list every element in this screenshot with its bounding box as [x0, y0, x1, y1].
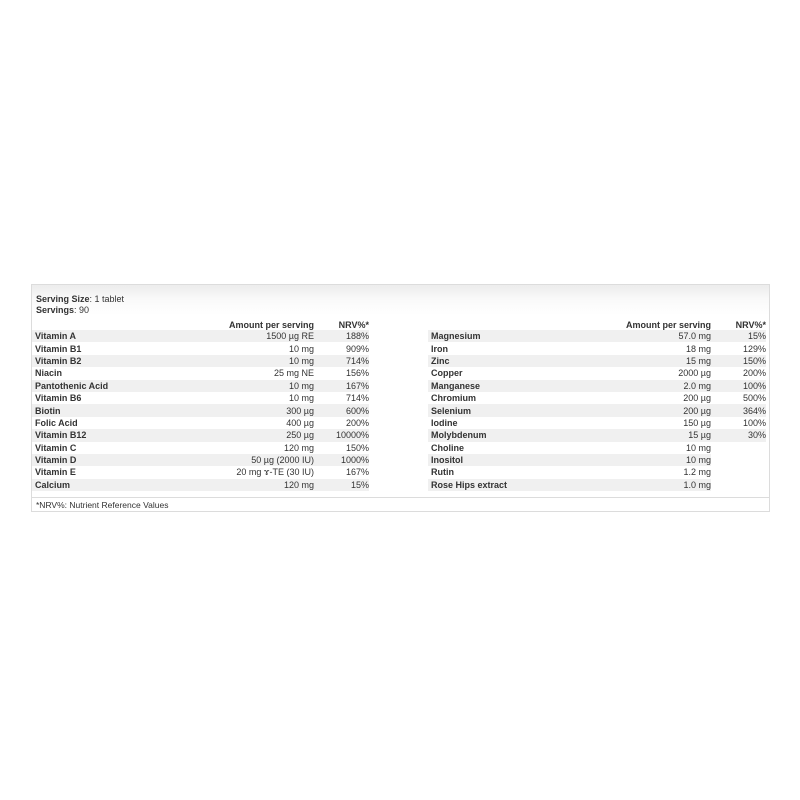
table-row: [428, 367, 766, 379]
nutrient-nrv: 167%: [345, 467, 369, 478]
table-row: [428, 442, 766, 454]
nutrient-name: Iron: [431, 343, 448, 354]
nutrients-right-body: [428, 330, 766, 491]
nutrient-nrv: 167%: [314, 380, 369, 392]
nutrient-nrv: 909%: [345, 343, 369, 354]
nutrient-amount: 15 µg: [578, 429, 711, 441]
servings-value: : 90: [74, 305, 90, 315]
name-column-header: [32, 317, 182, 330]
nutrient-name: Vitamin B2: [32, 355, 182, 367]
table-row: [428, 404, 766, 416]
nrv-column-header: NRV%*: [735, 320, 766, 330]
nutrients-left-body: [32, 330, 369, 491]
nutrient-nrv: [711, 466, 766, 478]
nutrient-nrv: 129%: [742, 343, 766, 354]
table-row: [32, 367, 369, 379]
serving-size-label: Serving Size: [36, 294, 90, 304]
nutrient-nrv: 150%: [345, 442, 369, 453]
table-row: [32, 417, 369, 429]
servings-label: Servings: [36, 305, 75, 315]
nutrients-table-right: [428, 317, 766, 491]
nutrient-amount: 15 mg: [578, 355, 711, 367]
nrv-column-header: NRV%*: [338, 320, 369, 330]
name-column-header: [428, 317, 578, 330]
table-row: [428, 380, 766, 392]
servings-line: [36, 305, 89, 316]
nutrient-name: Calcium: [32, 479, 182, 491]
table-row: [32, 380, 369, 392]
nutrient-nrv: 200%: [742, 368, 766, 379]
nutrient-name: Vitamin B6: [35, 393, 82, 404]
nutrient-name: Niacin: [35, 368, 63, 379]
nutrient-amount: 120 mg: [182, 479, 314, 491]
nutrient-nrv: 15%: [711, 330, 766, 342]
nrv-footnote: *NRV%: Nutrient Reference Values: [32, 497, 769, 512]
table-row: [32, 355, 369, 367]
nutrient-amount: 25 mg NE: [273, 368, 314, 379]
serving-size-line: [36, 294, 124, 305]
table-row: [32, 392, 369, 404]
table-row: [32, 404, 369, 416]
nutrient-name: Vitamin D: [32, 454, 182, 466]
nutrient-amount: 300 µg: [182, 404, 314, 416]
nutrient-amount: 2.0 mg: [578, 380, 711, 392]
table-header-row: [428, 317, 766, 330]
nutrient-amount: 1.2 mg: [683, 467, 711, 478]
nutrient-name: Vitamin A: [32, 330, 182, 342]
nutrients-table-left: [32, 317, 369, 491]
nutrient-amount: 57.0 mg: [578, 330, 711, 342]
nutrient-name: Vitamin B1: [35, 343, 82, 354]
nutrient-nrv: 30%: [711, 429, 766, 441]
table-header-row: [32, 317, 369, 330]
table-row: [32, 330, 369, 342]
nutrient-amount: 50 µg (2000 IU): [182, 454, 314, 466]
nutrient-amount: 20 mg ɤ-TE (30 IU): [236, 467, 314, 478]
nutrient-nrv: 156%: [345, 368, 369, 379]
nutrient-amount: 1500 µg RE: [182, 330, 314, 342]
nutrient-nrv: 1000%: [314, 454, 369, 466]
nutrient-nrv: 200%: [345, 417, 369, 428]
nutrient-nrv: [711, 479, 766, 491]
nutrient-name: Pantothenic Acid: [32, 380, 182, 392]
nutrient-nrv: 500%: [742, 393, 766, 404]
nutrient-name: Vitamin B12: [32, 429, 182, 441]
nutrition-facts-panel: [31, 284, 770, 512]
nutrient-name: Manganese: [428, 380, 578, 392]
table-row: [428, 342, 766, 354]
nutrient-amount: 1.0 mg: [578, 479, 711, 491]
table-row: [428, 355, 766, 367]
nutrient-name: Molybdenum: [428, 429, 578, 441]
amount-column-header: Amount per serving: [228, 320, 314, 330]
nutrient-name: Folic Acid: [35, 417, 78, 428]
table-row: [32, 479, 369, 491]
nutrient-nrv: 100%: [742, 417, 766, 428]
nutrient-amount: 10 mg: [182, 380, 314, 392]
nutrient-name: Biotin: [32, 404, 182, 416]
table-row: [428, 330, 766, 342]
nutrient-amount: 10 mg: [685, 442, 711, 453]
nutrient-nrv: 10000%: [314, 429, 369, 441]
table-row: [32, 442, 369, 454]
nutrient-name: Magnesium: [428, 330, 578, 342]
nutrient-nrv: [711, 442, 766, 454]
table-row: [428, 392, 766, 404]
nutrient-amount: 400 µg: [286, 417, 314, 428]
nutrient-name: Copper: [431, 368, 463, 379]
nutrient-name: Rutin: [431, 467, 454, 478]
serving-size-value: : 1 tablet: [89, 294, 125, 304]
nutrient-name: Vitamin E: [35, 467, 76, 478]
nutrient-nrv: 714%: [345, 393, 369, 404]
nutrient-amount: 18 mg: [685, 343, 711, 354]
nutrient-amount: 200 µg: [683, 393, 711, 404]
nutrient-amount: 10 mg: [288, 393, 314, 404]
nutrient-amount: 10 mg: [288, 343, 314, 354]
nutrient-nrv: 714%: [314, 355, 369, 367]
nutrient-name: Inositol: [428, 454, 578, 466]
nutrient-nrv: 600%: [314, 404, 369, 416]
nutrient-amount: 150 µg: [683, 417, 711, 428]
nutrient-nrv: 150%: [711, 355, 766, 367]
table-row: [32, 429, 369, 441]
nutrient-name: Chromium: [431, 393, 476, 404]
table-row: [428, 454, 766, 466]
nutrient-name: Vitamin C: [35, 442, 77, 453]
nutrient-name: Rose Hips extract: [428, 479, 578, 491]
table-row: [32, 466, 369, 478]
nutrient-amount: 10 mg: [578, 454, 711, 466]
nutrient-amount: 200 µg: [578, 404, 711, 416]
nutrient-name: Choline: [431, 442, 464, 453]
nutrient-amount: 2000 µg: [678, 368, 711, 379]
nutrient-name: Iodine: [431, 417, 458, 428]
table-row: [32, 454, 369, 466]
nutrient-amount: 250 µg: [182, 429, 314, 441]
nutrient-nrv: [711, 454, 766, 466]
table-row: [32, 342, 369, 354]
table-row: [428, 429, 766, 441]
nutrient-name: Selenium: [428, 404, 578, 416]
table-row: [428, 417, 766, 429]
nutrient-nrv: 100%: [711, 380, 766, 392]
amount-column-header: Amount per serving: [625, 320, 711, 330]
table-row: [428, 479, 766, 491]
nutrient-amount: 120 mg: [283, 442, 314, 453]
nutrient-amount: 10 mg: [182, 355, 314, 367]
nutrient-nrv: 188%: [314, 330, 369, 342]
nutrient-name: Zinc: [428, 355, 578, 367]
nutrient-nrv: 15%: [314, 479, 369, 491]
nutrient-nrv: 364%: [711, 404, 766, 416]
table-row: [428, 466, 766, 478]
